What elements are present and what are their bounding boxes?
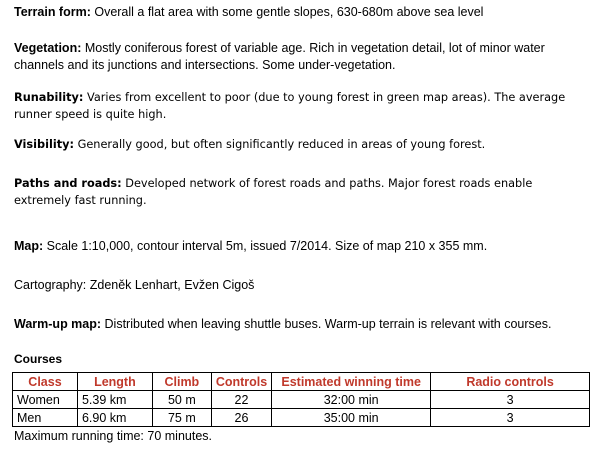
header-winning-time: Estimated winning time — [272, 373, 431, 391]
header-class: Class — [13, 373, 78, 391]
cell-controls: 26 — [211, 409, 271, 427]
visibility-label: Visibility: — [14, 138, 74, 151]
cell-climb: 50 m — [152, 391, 211, 409]
cell-climb: 75 m — [152, 409, 211, 427]
header-radio-controls: Radio controls — [431, 373, 590, 391]
header-climb: Climb — [152, 373, 211, 391]
runability-text: Varies from excellent to poor (due to young forest in green map areas). The average runner speed is quite high. — [14, 91, 566, 121]
terrain-text: Overall a flat area with some gentle slopes, 630-680m above sea level — [90, 5, 484, 19]
terrain-label: Terrain form: — [14, 5, 91, 19]
table-row — [13, 409, 590, 427]
table-row — [13, 391, 590, 409]
courses-table — [12, 372, 590, 427]
header-controls: Controls — [211, 373, 271, 391]
cell-winning-time: 32:00 min — [272, 391, 431, 409]
warmup-paragraph — [14, 316, 580, 333]
cell-length: 5.39 km — [77, 391, 152, 409]
header-length: Length — [77, 373, 152, 391]
paths-label: Paths and roads: — [14, 177, 122, 190]
table-header-row — [13, 373, 590, 391]
map-label: Map: — [14, 239, 44, 253]
terrain-paragraph — [14, 4, 580, 21]
cell-class: Men — [13, 409, 78, 427]
courses-title: Courses — [14, 352, 63, 366]
map-text: Scale 1:10,000, contour interval 5m, issued 7/2014. Size of map 210 x 355 mm. — [43, 239, 488, 253]
warmup-text: Distributed when leaving shuttle buses. Warm-up terrain is relevant with courses. — [101, 317, 552, 331]
paths-text: Developed network of forest roads and paths. Major forest roads enable extremely fast running. — [14, 177, 533, 207]
map-paragraph — [14, 238, 580, 255]
max-running-time: Maximum running time: 70 minutes. — [14, 429, 212, 443]
cartography-paragraph: Cartography: Zdeněk Lenhart, Evžen Cigoš — [14, 278, 255, 292]
cell-radio-controls: 3 — [431, 409, 590, 427]
cell-radio-controls: 3 — [431, 391, 590, 409]
vegetation-label: Vegetation: — [14, 41, 82, 55]
visibility-text: Generally good, but often significantly reduced in areas of young forest. — [74, 138, 486, 151]
vegetation-text: Mostly coniferous forest of variable age. Rich in vegetation detail, lot of minor water channels and its junctions and intersections. Some under-vegetation. — [14, 41, 545, 72]
cell-class: Women — [13, 391, 78, 409]
cell-controls: 22 — [211, 391, 271, 409]
runability-label: Runability: — [14, 91, 84, 104]
cell-length: 6.90 km — [77, 409, 152, 427]
cell-winning-time: 35:00 min — [272, 409, 431, 427]
warmup-label: Warm-up map: — [14, 317, 102, 331]
runability-paragraph — [14, 89, 580, 123]
paths-paragraph — [14, 175, 580, 209]
vegetation-paragraph — [14, 40, 580, 74]
visibility-paragraph — [14, 136, 580, 153]
